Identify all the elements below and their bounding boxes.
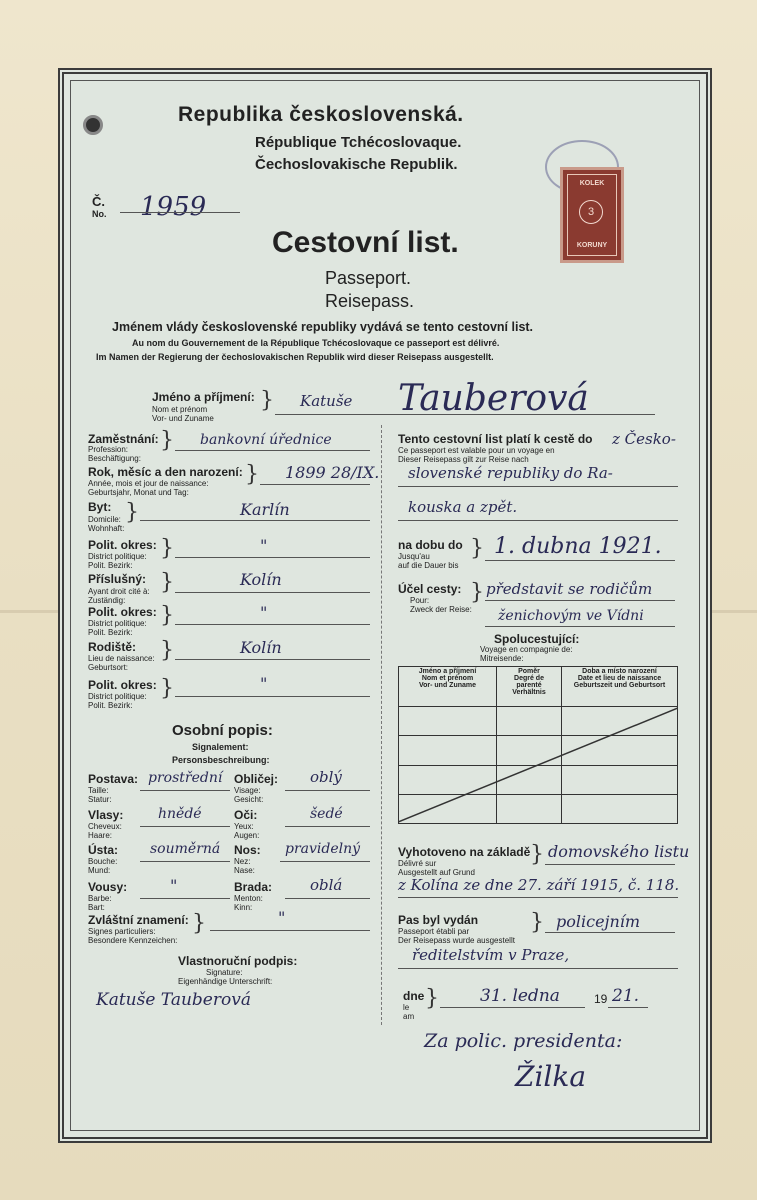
brace-icon: }	[470, 536, 484, 561]
face-label: Obličej:	[234, 772, 279, 786]
district2-sub: District politique: Polit. Bezirk:	[88, 619, 147, 637]
table-header: Jméno a příjmení Nom et prénom Vor- und Zuname	[399, 667, 497, 707]
purpose-label: Účel cesty:	[398, 582, 462, 596]
hair-sub: Cheveux: Haare:	[88, 822, 122, 840]
issuing-de: Im Namen der Regierung der čechoslovakischen Republik wird dieser Reisepass ausgestellt.	[96, 352, 494, 362]
issued-label: Pas byl vydán	[398, 913, 479, 927]
issuing-cz: Jménem vlády československé republiky vydává se tento cestovní list.	[112, 320, 534, 334]
date-year-suffix: 21.	[612, 986, 640, 1006]
date-year-prefix: 19	[594, 992, 608, 1006]
nose-sub: Nez: Nase:	[234, 857, 255, 875]
chin-sub: Menton: Kinn:	[234, 894, 263, 912]
birth-sub: Année, mois et jour de naissance: Geburtsjahr, Monat und Tag:	[88, 479, 209, 497]
birthplace-label: Rodiště:	[88, 640, 136, 654]
table-header: Doba a místo narození Date et lieu de naissance Geburtszeit und Geburtsort	[562, 667, 678, 707]
brace-icon: }	[425, 986, 439, 1011]
birthplace-value: Kolín	[240, 638, 282, 657]
occupation-value: bankovní úřednice	[200, 432, 332, 448]
nose-value: pravidelný	[285, 841, 361, 857]
official-signature: Žilka	[515, 1060, 587, 1093]
mustache-sub: Barbe: Bart:	[88, 894, 112, 912]
valid-label: Tento cestovní list platí k cestě do	[398, 432, 593, 446]
residence-sub: Domicile: Wohnhaft:	[88, 515, 125, 533]
issued-sub: Passeport établi par Der Reisepass wurde ausgestellt	[398, 927, 515, 945]
purpose-line2: ženichovým ve Vídni	[498, 608, 644, 624]
purpose-sub: Pour: Zweck der Reise:	[410, 596, 472, 614]
district1-sub: District politique: Polit. Bezirk:	[88, 552, 147, 570]
brace-icon: }	[160, 638, 174, 663]
duration-value: 1. dubna 1921.	[494, 534, 662, 559]
description-title: Osobní popis:	[172, 722, 273, 739]
issuing-fr: Au nom du Gouvernement de la République Tchécoslovaque ce passeport est délivré.	[132, 338, 500, 348]
mouth-value: souměrná	[150, 841, 221, 857]
column-divider	[381, 425, 382, 1025]
occupation-label: Zaměstnání:	[88, 432, 159, 446]
brace-icon: }	[160, 536, 174, 561]
residence-value: Karlín	[240, 500, 290, 519]
name-last: Tauberová	[398, 378, 589, 419]
doc-title-fr: Passeport.	[325, 268, 412, 288]
brace-icon: }	[160, 676, 174, 701]
basis-label: Vyhotoveno na základě	[398, 845, 531, 859]
signature-de: Eigenhändige Unterschrift:	[178, 977, 273, 986]
title-de: Čechoslovakische Republik.	[255, 156, 458, 173]
issued-line1: policejním	[556, 912, 641, 931]
district2-value: "	[260, 603, 268, 622]
number-label: Č.	[92, 194, 105, 209]
district1-label: Polit. okres:	[88, 538, 157, 552]
district3-value: "	[260, 674, 268, 693]
district2-label: Polit. okres:	[88, 605, 157, 619]
number-value: 1959	[140, 192, 207, 222]
title-fr: République Tchécoslovaque.	[255, 134, 462, 151]
name-sub: Nom et prénom Vor- und Zuname	[152, 405, 214, 423]
description-fr: Signalement:	[192, 742, 249, 752]
cancel-stroke-icon	[398, 706, 678, 824]
valid-line3: kouska a zpět.	[408, 498, 518, 516]
eyes-label: Oči:	[234, 808, 258, 822]
doc-title-cz: Cestovní list.	[272, 226, 459, 259]
marks-sub: Signes particuliers: Besondere Kennzeichen:	[88, 927, 178, 945]
purpose-line1: představit se rodičům	[486, 580, 653, 598]
district3-sub: District politique: Polit. Bezirk:	[88, 692, 147, 710]
duration-label: na dobu do	[398, 538, 463, 552]
brace-icon: }	[160, 428, 174, 453]
mustache-label: Vousy:	[88, 880, 128, 894]
doc-title-de: Reisepass.	[325, 291, 415, 311]
belonging-value: Kolín	[240, 570, 282, 589]
brace-icon: }	[125, 500, 139, 525]
valid-line2: slovenské republiky do Ra-	[408, 464, 613, 482]
hair-value: hnědé	[158, 806, 202, 822]
birthplace-sub: Lieu de naissance: Geburtsort:	[88, 654, 155, 672]
brace-icon: }	[470, 580, 484, 605]
district3-label: Polit. okres:	[88, 678, 157, 692]
brace-icon: }	[160, 570, 174, 595]
eyes-value: šedé	[310, 806, 343, 822]
date-sub: le am	[403, 1003, 415, 1021]
marks-label: Zvláštní znamení:	[88, 913, 189, 927]
face-sub: Visage: Gesicht:	[234, 786, 264, 804]
description-de: Personsbeschreibung:	[172, 755, 270, 765]
stamp-bottom: KORUNY	[576, 242, 608, 249]
brace-icon: }	[530, 910, 544, 935]
official-line1: Za polic. presidenta:	[424, 1030, 623, 1052]
district1-value: "	[260, 536, 268, 555]
stature-sub: Taille: Statur:	[88, 786, 112, 804]
chin-label: Brada:	[234, 880, 273, 894]
brace-icon: }	[192, 911, 206, 936]
brace-icon: }	[160, 603, 174, 628]
duration-sub: Jusqu'au auf die Dauer bis	[398, 552, 459, 570]
basis-line1: domovského listu	[548, 842, 690, 861]
valid-sub: Ce passeport est valable pour un voyage en Dieser Reisepass gilt zur Reise nach	[398, 446, 555, 464]
name-label: Jméno a příjmení:	[152, 390, 255, 404]
eyelet-hole-icon	[83, 115, 103, 135]
mouth-sub: Bouche: Mund:	[88, 857, 118, 875]
title-cz: Republika československá.	[178, 103, 464, 126]
mouth-label: Ústa:	[88, 843, 119, 857]
hair-label: Vlasy:	[88, 808, 124, 822]
date-label: dne	[403, 989, 425, 1003]
mustache-value: "	[170, 876, 178, 895]
chin-value: oblá	[310, 876, 343, 894]
stature-label: Postava:	[88, 772, 139, 786]
nose-label: Nos:	[234, 843, 261, 857]
stamp-value: 3	[579, 200, 603, 224]
brace-icon: }	[530, 842, 544, 867]
signature-label: Vlastnoruční podpis:	[178, 954, 298, 968]
companions-sub: Voyage en compagnie de: Mitreisende:	[480, 645, 573, 663]
residence-label: Byt:	[88, 500, 112, 514]
revenue-stamp-icon	[560, 167, 624, 263]
brace-icon: }	[245, 462, 259, 487]
stature-value: prostřední	[148, 770, 223, 786]
birth-value: 1899 28/IX.	[285, 463, 380, 482]
table-header: Poměr Degré de parenté Verhältnis	[497, 667, 562, 707]
occupation-sub: Profession: Beschäftigung:	[88, 445, 141, 463]
marks-value: "	[278, 908, 286, 927]
face-value: oblý	[310, 768, 342, 786]
brace-icon: }	[260, 388, 274, 413]
basis-sub: Délivré sur Ausgestellt auf Grund	[398, 859, 475, 877]
valid-line1: z Česko-	[612, 430, 676, 448]
stamp-top: KOLEK	[579, 180, 605, 187]
issued-line2: ředitelstvím v Praze,	[412, 946, 570, 964]
birth-label: Rok, měsíc a den narození:	[88, 465, 243, 479]
companions-label: Spolucestující:	[494, 632, 580, 646]
holder-signature: Katuše Tauberová	[96, 990, 251, 1010]
name-first: Katuše	[300, 392, 353, 410]
signature-fr: Signature:	[206, 968, 243, 977]
number-label-sub: No.	[92, 209, 107, 219]
eyes-sub: Yeux: Augen:	[234, 822, 260, 840]
date-day: 31. ledna	[480, 986, 560, 1006]
belonging-label: Příslušný:	[88, 572, 147, 586]
basis-line2: z Kolína ze dne 27. září 1915, č. 118.	[398, 876, 680, 894]
belonging-sub: Ayant droit cité à: Zuständig:	[88, 587, 150, 605]
